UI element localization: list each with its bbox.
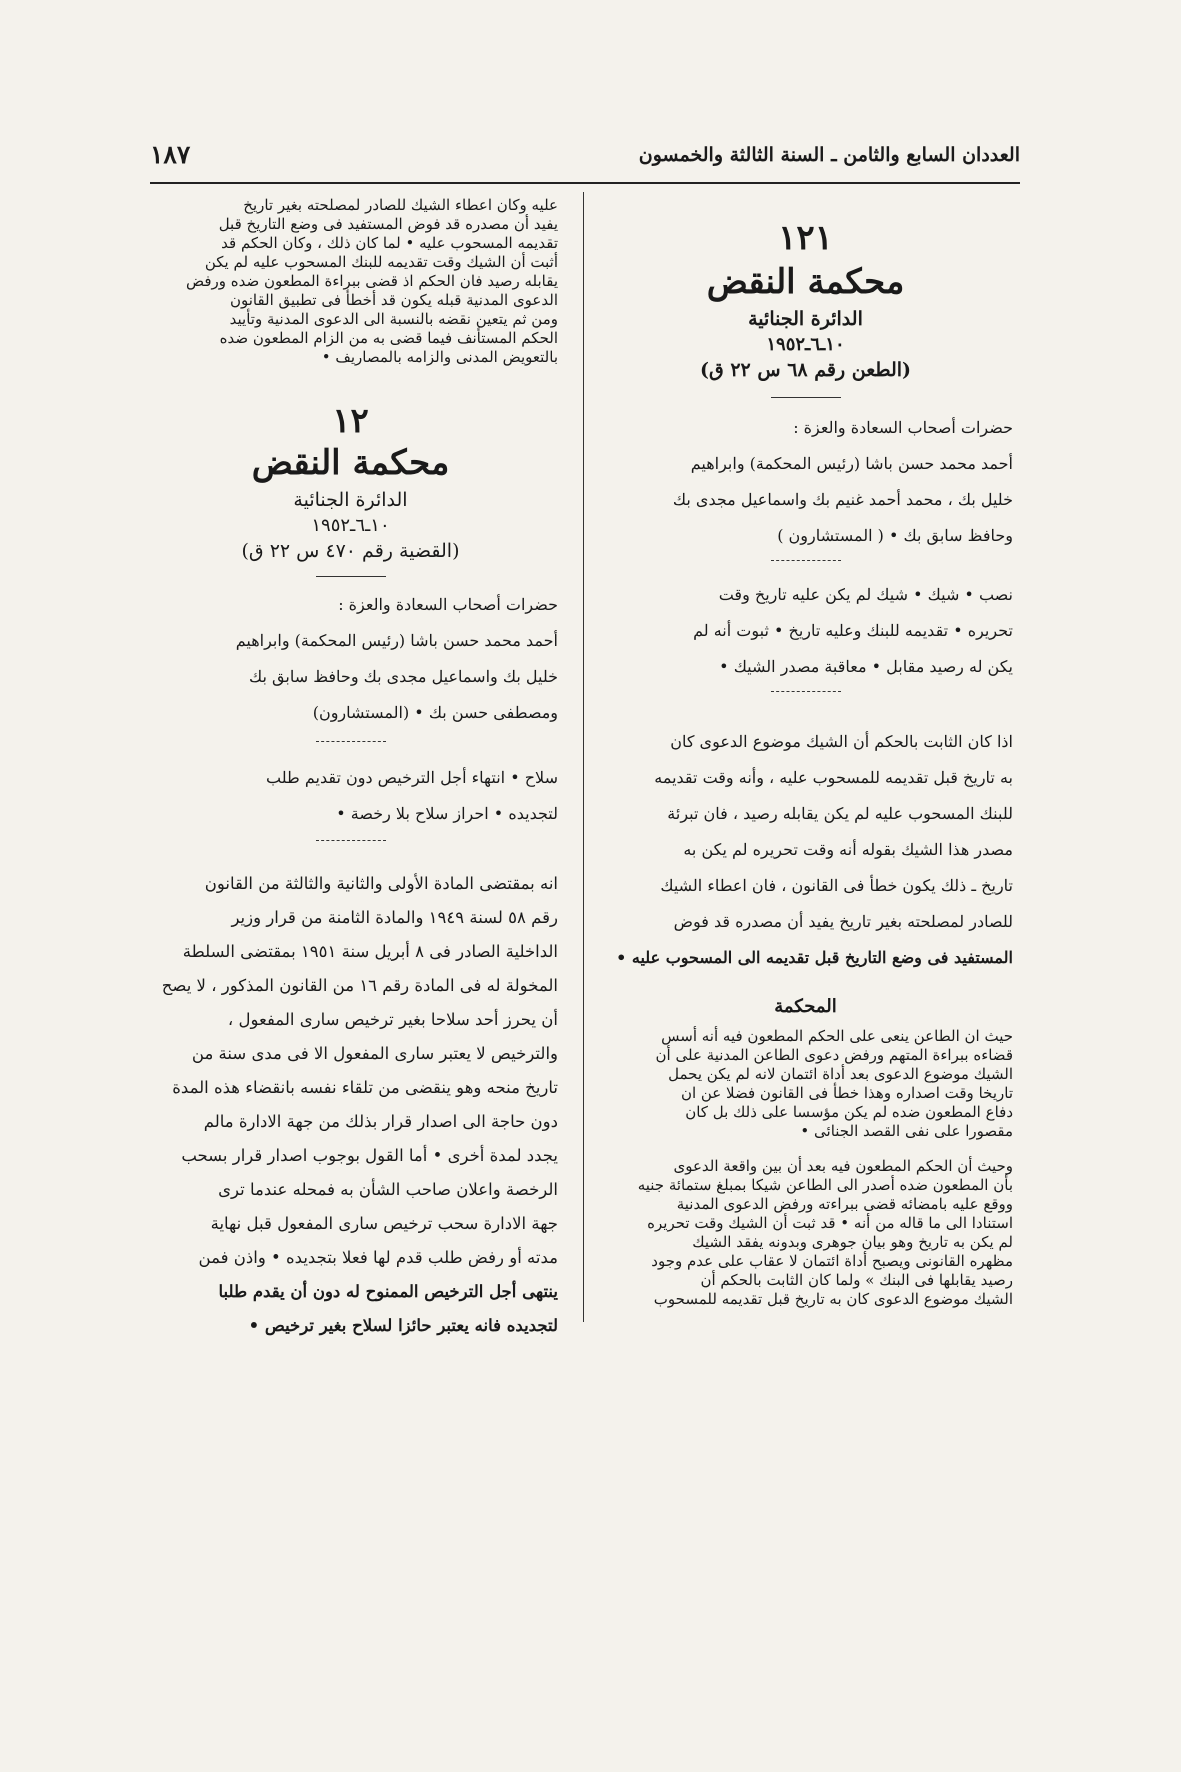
keyword-line: يكن له رصيد مقابل • معاقبة مصدر الشيك • [719, 657, 1013, 676]
case-number: ١٢ [332, 401, 369, 441]
principle-line: للبنك المسحوب عليه لم يكن يقابله رصيد ، فان تبرئة [667, 804, 1013, 823]
judgment-line: حيث ان الطاعن ينعى على الحكم المطعون فيه أنه أسس [661, 1027, 1013, 1045]
header-rule [150, 182, 1020, 184]
present-line: حضرات أصحاب السعادة والعزة : [338, 595, 558, 614]
judgment-line: وحيث أن الحكم المطعون فيه بعد أن بين واقعة الدعوى [673, 1157, 1013, 1175]
judgment-line: لم يكن به تاريخ وهو بيان جوهرى وبدونه يفقد الشيك [692, 1233, 1013, 1251]
continuation-line: الدعوى المدنية قبله يكون قد أخطأ فى تطبيق القانون [229, 291, 558, 309]
judgment-line: استنادا الى ما قاله من أنه • قد ثبت أن الشيك وقت تحريره [647, 1214, 1013, 1232]
right-column [598, 196, 1013, 1309]
judgment-line: رصيد يقابلها فى البنك » ولما كان الثابت بالحكم أن [700, 1271, 1013, 1289]
judgment-line: بأن المطعون ضده أصدر الى الطاعن شيكا بمبلغ ستمائة جنيه [637, 1176, 1013, 1194]
appeal-reference: (الطعن رقم ٦٨ س ٢٢ ق) [699, 359, 912, 381]
principle-line: والترخيص لا يعتبر سارى المفعول الا فى مدى سنة من [191, 1044, 558, 1063]
judgment-line: تاريخا وقت اصداره وهذا خطأ فى القانون فضلا عن ان [680, 1084, 1013, 1102]
present-line: ومصطفى حسن بك • (المستشارون) [312, 703, 558, 722]
principle-line: أن يحرز أحد سلاحا بغير ترخيص سارى المفعول ، [227, 1010, 558, 1029]
continuation-line: الحكم المستأنف فيما قضى به من الزام المطعون ضده [219, 329, 558, 347]
continuation-line: بالتعويض المدنى والزامه بالمصاريف • [321, 348, 558, 366]
principle-line: المخولة له فى المادة رقم ١٦ من القانون المذكور ، لا يصح [161, 976, 558, 995]
present-line: أحمد محمد حسن باشا (رئيس المحكمة) وابراهيم [690, 454, 1013, 473]
judgment-continuation [143, 196, 558, 367]
judgment-line: قضاءه ببراءة المتهم ورفض دعوى الطاعن المدنية على أن [655, 1046, 1013, 1064]
court-name: محكمة النقض [706, 262, 905, 302]
judgment-line: ووقع عليه بامضائه قضى ببراءته ورفض الدعوى المدنية [676, 1195, 1013, 1213]
continuation-line: عليه وكان اعطاء الشيك للصادر لمصلحته بغير تاريخ [243, 196, 558, 214]
keyword-line: تحريره • تقديمه للبنك وعليه تاريخ • ثبوت أنه لم [693, 621, 1013, 640]
principle-line: يجدد لمدة أخرى • أما القول بوجوب اصدار قرار بسحب [181, 1146, 558, 1165]
present-line: أحمد محمد حسن باشا (رئيس المحكمة) وابراهيم [235, 631, 558, 650]
principle-line: تاريخ ـ ذلك يكون خطأ فى القانون ، فان اعطاء الشيك [660, 876, 1013, 895]
principle-line: لتجديده فانه يعتبر حائزا لسلاح بغير ترخيص • [248, 1316, 558, 1335]
continuation-line: أثبت أن الشيك وقت تقديمه للبنك المسحوب عليه لم يكن [204, 253, 558, 271]
present-line: وحافظ سابق بك • ( المستشارون ) [777, 526, 1013, 545]
judgment-line: الشيك موضوع الدعوى بعد أداة ائتمان لانه لم يكن يحمل [668, 1065, 1013, 1083]
principle-line: اذا كان الثابت بالحكم أن الشيك موضوع الدعوى كان [670, 732, 1013, 751]
running-head: العددان السابع والثامن ـ السنة الثالثة والخمسون [638, 144, 1020, 166]
judgment-paragraph-2 [598, 1157, 1013, 1309]
principle-line: للصادر لمصلحته بغير تاريخ يفيد أن مصدره قد فوض [673, 912, 1013, 931]
principle-line: مدته أو رفض طلب قدم لها فعلا بتجديده • واذن فمن [198, 1248, 558, 1267]
continuation-line: ومن ثم يتعين نقضه بالنسبة الى الدعوى المدنية وتأييد [229, 310, 558, 328]
principle-line: جهة الادارة سحب ترخيص سارى المفعول قبل نهاية [210, 1214, 558, 1233]
principle-line: مصدر هذا الشيك بقوله أنه وقت تحريره لم يكن به [683, 840, 1013, 859]
judgment-line: مظهره القانونى ويصبح أداة ائتمان لا عقاب على عدم وجود [651, 1252, 1013, 1270]
keyword-line: نصب • شيك • شيك لم يكن عليه تاريخ وقت [718, 585, 1013, 604]
principle-line: ينتهى أجل الترخيص الممنوح له دون أن يقدم طلبا [218, 1282, 558, 1301]
page-header [150, 140, 1020, 180]
session-date: ١٠ـ٦ـ١٩٥٢ [766, 334, 845, 355]
judgment-line: دفاع المطعون ضده لم يكن مؤسسا على ذلك بل كان [685, 1103, 1013, 1121]
judgment-paragraph-1 [598, 1027, 1013, 1141]
principle-line: رقم ٥٨ لسنة ١٩٤٩ والمادة الثامنة من قرار وزير [231, 908, 558, 927]
present-line: حضرات أصحاب السعادة والعزة : [793, 418, 1013, 437]
principle-line: الداخلية الصادر فى ٨ أبريل سنة ١٩٥١ بمقتضى السلطة [182, 942, 558, 961]
present-line: خليل بك واسماعيل مجدى بك وحافظ سابق بك [249, 667, 558, 686]
principle-line: انه بمقتضى المادة الأولى والثانية والثالثة من القانون [204, 874, 558, 893]
principle-line: المستفيد فى وضع التاريخ قبل تقديمه الى المسحوب عليه • [616, 948, 1013, 967]
legal-principle [598, 724, 1013, 976]
judgment-line: الشيك موضوع الدعوى كان به تاريخ قبل تقديمه للمسحوب [653, 1290, 1013, 1308]
keyword-line: لتجديده • احراز سلاح بلا رخصة • [336, 804, 558, 823]
case-keywords [143, 760, 558, 832]
principle-line: تاريخ منحه وهو ينقضى من تلقاء نفسه بانقضاء هذه المدة [172, 1078, 558, 1097]
case-number: ١٢١ [778, 218, 833, 258]
present-line: خليل بك ، محمد أحمد غنيم بك واسماعيل مجدى بك [672, 490, 1013, 509]
legal-principle [143, 867, 558, 1343]
principle-line: به تاريخ قبل تقديمه للمسحوب عليه ، وأنه وقت تقديمه [654, 768, 1013, 787]
continuation-line: يفيد أن مصدره قد فوض المستفيد فى وضع التاريخ قبل [218, 215, 558, 233]
continuation-line: تقديمه المسحوب عليه • لما كان ذلك ، وكان الحكم قد [221, 234, 558, 252]
judges-present [598, 410, 1013, 554]
court-name: محكمة النقض [251, 443, 450, 483]
principle-line: الرخصة واعلان صاحب الشأن به فمحله عندما ترى [218, 1180, 558, 1199]
judgment-line: مقصورا على نفى القصد الجنائى • [800, 1122, 1013, 1140]
keyword-line: سلاح • انتهاء أجل الترخيص دون تقديم طلب [266, 768, 558, 787]
column-divider [583, 192, 584, 1322]
chamber-name: الدائرة الجنائية [293, 489, 408, 511]
session-date: ١٠ـ٦ـ١٩٥٢ [311, 515, 390, 536]
continuation-line: يقابله رصيد فان الحكم اذ قضى ببراءة المطعون ضده ورفض [185, 272, 558, 290]
page-number: ١٨٧ [150, 140, 191, 169]
chamber-name: الدائرة الجنائية [748, 308, 863, 330]
left-column [143, 196, 558, 1343]
case-keywords [598, 577, 1013, 685]
appeal-reference: (القضية رقم ٤٧٠ س ٢٢ ق) [241, 540, 460, 562]
judges-present [143, 587, 558, 731]
judgment-heading: المحكمة [774, 996, 837, 1017]
principle-line: دون حاجة الى اصدار قرار بذلك من جهة الادارة مالم [203, 1112, 558, 1131]
